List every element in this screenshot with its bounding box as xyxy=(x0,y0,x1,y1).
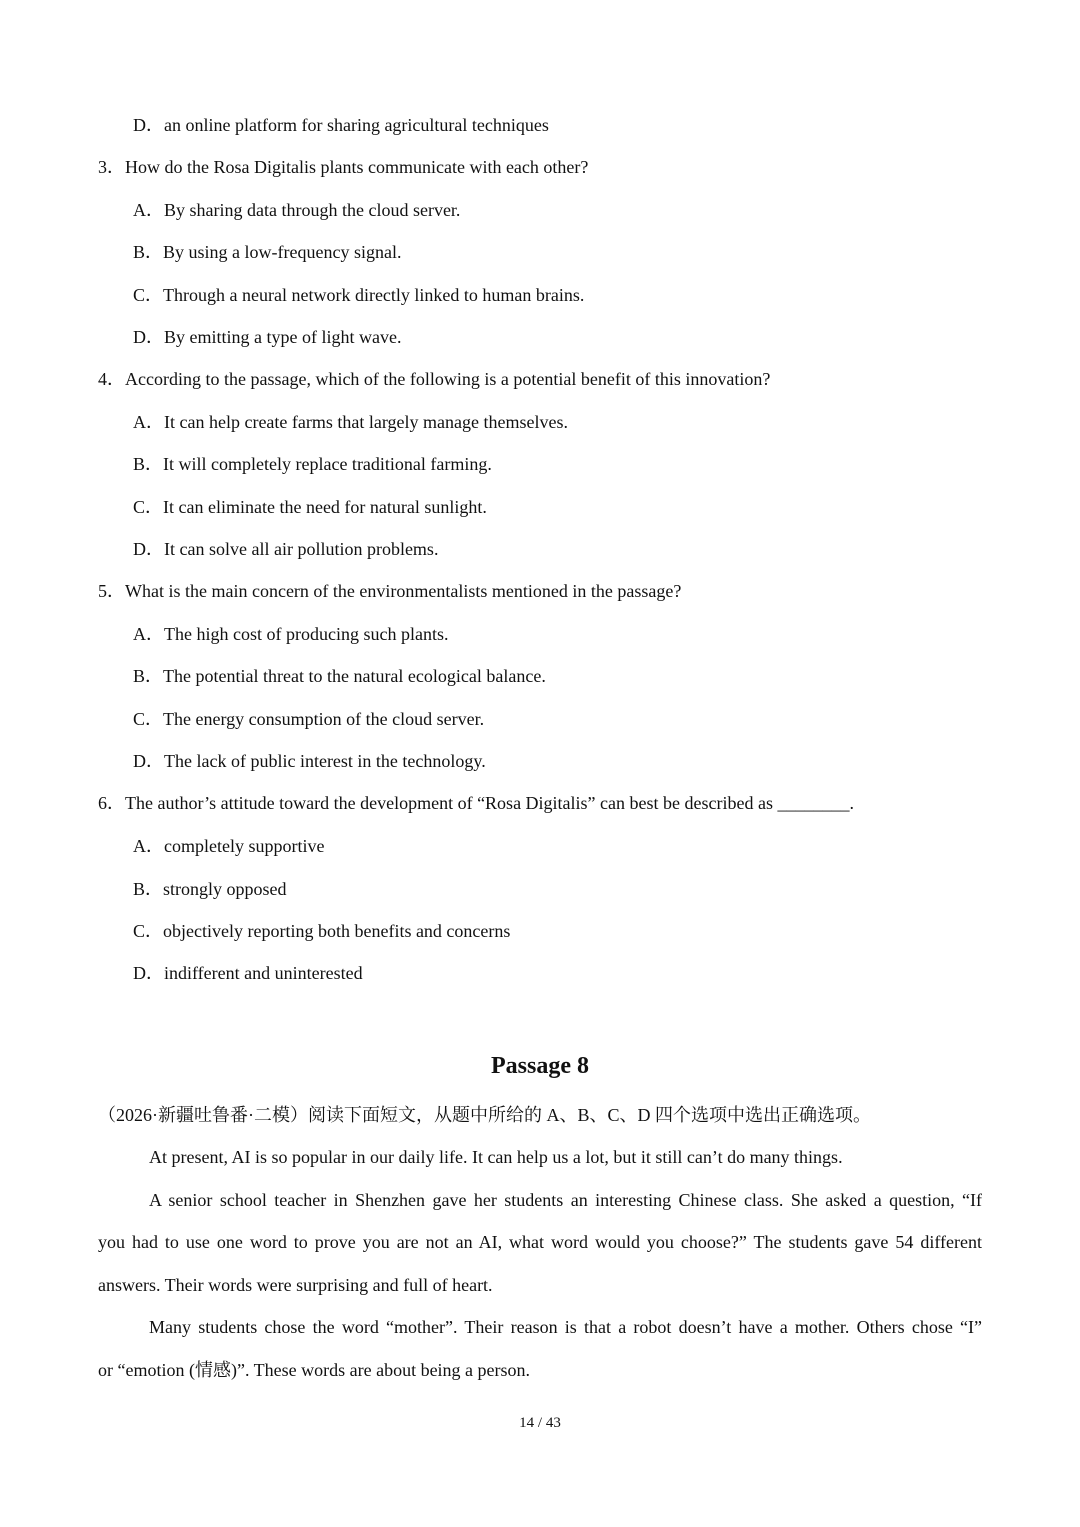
q5-option-d xyxy=(133,750,486,772)
paragraph-3-line-1: Many students chose the word “mother”. Their reason is that a robot doesn’t have a mother. Others chose “I” xyxy=(149,1317,982,1337)
q3-option-c xyxy=(133,284,584,306)
q5-option-b xyxy=(133,665,546,687)
question-text: How do the Rosa Digitalis plants communicate with each other? xyxy=(125,157,589,177)
option-letter: D． xyxy=(133,115,164,135)
option-letter: A． xyxy=(133,624,164,644)
question-number: 4． xyxy=(98,369,125,389)
option-text: It can eliminate the need for natural sunlight. xyxy=(163,497,487,517)
option-text: objectively reporting both benefits and concerns xyxy=(163,921,511,941)
q6-option-c xyxy=(133,920,510,942)
q4-option-d xyxy=(133,538,438,560)
option-text: The high cost of producing such plants. xyxy=(164,624,449,644)
q6-option-d xyxy=(133,962,363,984)
option-text: By using a low-frequency signal. xyxy=(163,242,402,262)
q6-option-a xyxy=(133,835,324,857)
q2-option-d xyxy=(133,114,549,136)
question-text: The author’s attitude toward the development of “Rosa Digitalis” can best be described as ________. xyxy=(125,793,854,813)
question-text: What is the main concern of the environmentalists mentioned in the passage? xyxy=(125,581,682,601)
option-letter: A． xyxy=(133,200,164,220)
option-letter: A． xyxy=(133,836,164,856)
q5-option-a xyxy=(133,623,448,645)
option-text: indifferent and uninterested xyxy=(164,963,363,983)
option-text: The lack of public interest in the technology. xyxy=(164,751,486,771)
option-text: By emitting a type of light wave. xyxy=(164,327,402,347)
question-5 xyxy=(98,580,681,602)
paragraph-3-line-2: or “emotion (情感)”. These words are about being a person. xyxy=(98,1360,531,1380)
question-number: 5． xyxy=(98,581,125,601)
q4-option-b xyxy=(133,453,492,475)
option-letter: A． xyxy=(133,412,164,432)
option-text: an online platform for sharing agricultural techniques xyxy=(164,115,549,135)
option-letter: C． xyxy=(133,709,164,729)
option-letter: B． xyxy=(133,879,164,899)
option-text: The energy consumption of the cloud server. xyxy=(163,709,485,729)
option-letter: C． xyxy=(133,285,164,305)
passage-title: Passage 8 xyxy=(491,1053,589,1079)
option-letter: D． xyxy=(133,327,164,347)
option-text: strongly opposed xyxy=(163,879,287,899)
q4-option-a xyxy=(133,411,568,433)
question-number: 6． xyxy=(98,793,125,813)
paragraph-2-line-2: you had to use one word to prove you are not an AI, what word would you choose?” The students gave 54 different xyxy=(98,1232,982,1252)
option-letter: B． xyxy=(133,454,164,474)
q4-option-c xyxy=(133,496,487,518)
question-number: 3． xyxy=(98,157,125,177)
paragraph-1: At present, AI is so popular in our daily life. It can help us a lot, but it still can’t do many things. xyxy=(149,1147,843,1167)
page-number: 14 / 43 xyxy=(519,1415,561,1431)
option-letter: B． xyxy=(133,666,164,686)
paragraph-2-line-1: A senior school teacher in Shenzhen gave her students an interesting Chinese class. She asked a question, “If xyxy=(149,1190,982,1210)
q3-option-a xyxy=(133,199,460,221)
q6-option-b xyxy=(133,878,287,900)
q5-option-c xyxy=(133,708,484,730)
paragraph-2-line-3: answers. Their words were surprising and full of heart. xyxy=(98,1275,493,1295)
option-text: It will completely replace traditional farming. xyxy=(163,454,492,474)
passage-instruction: （2026·新疆吐鲁番·二模）阅读下面短文，从题中所给的 A、B、C、D 四个选项中选出正确选项。 xyxy=(98,1105,871,1125)
option-letter: C． xyxy=(133,921,164,941)
option-letter: D． xyxy=(133,539,164,559)
option-letter: C． xyxy=(133,497,164,517)
option-text: Through a neural network directly linked to human brains. xyxy=(163,285,585,305)
question-text: According to the passage, which of the following is a potential benefit of this innovation? xyxy=(125,369,771,389)
q3-option-b xyxy=(133,241,401,263)
option-letter: B． xyxy=(133,242,164,262)
question-3 xyxy=(98,156,588,178)
option-text: completely supportive xyxy=(164,836,325,856)
option-text: The potential threat to the natural ecological balance. xyxy=(163,666,546,686)
option-letter: D． xyxy=(133,963,164,983)
q3-option-d xyxy=(133,326,401,348)
question-6 xyxy=(98,792,854,814)
option-letter: D． xyxy=(133,751,164,771)
option-text: It can help create farms that largely manage themselves. xyxy=(164,412,568,432)
option-text: By sharing data through the cloud server. xyxy=(164,200,461,220)
option-text: It can solve all air pollution problems. xyxy=(164,539,439,559)
question-4 xyxy=(98,368,770,390)
